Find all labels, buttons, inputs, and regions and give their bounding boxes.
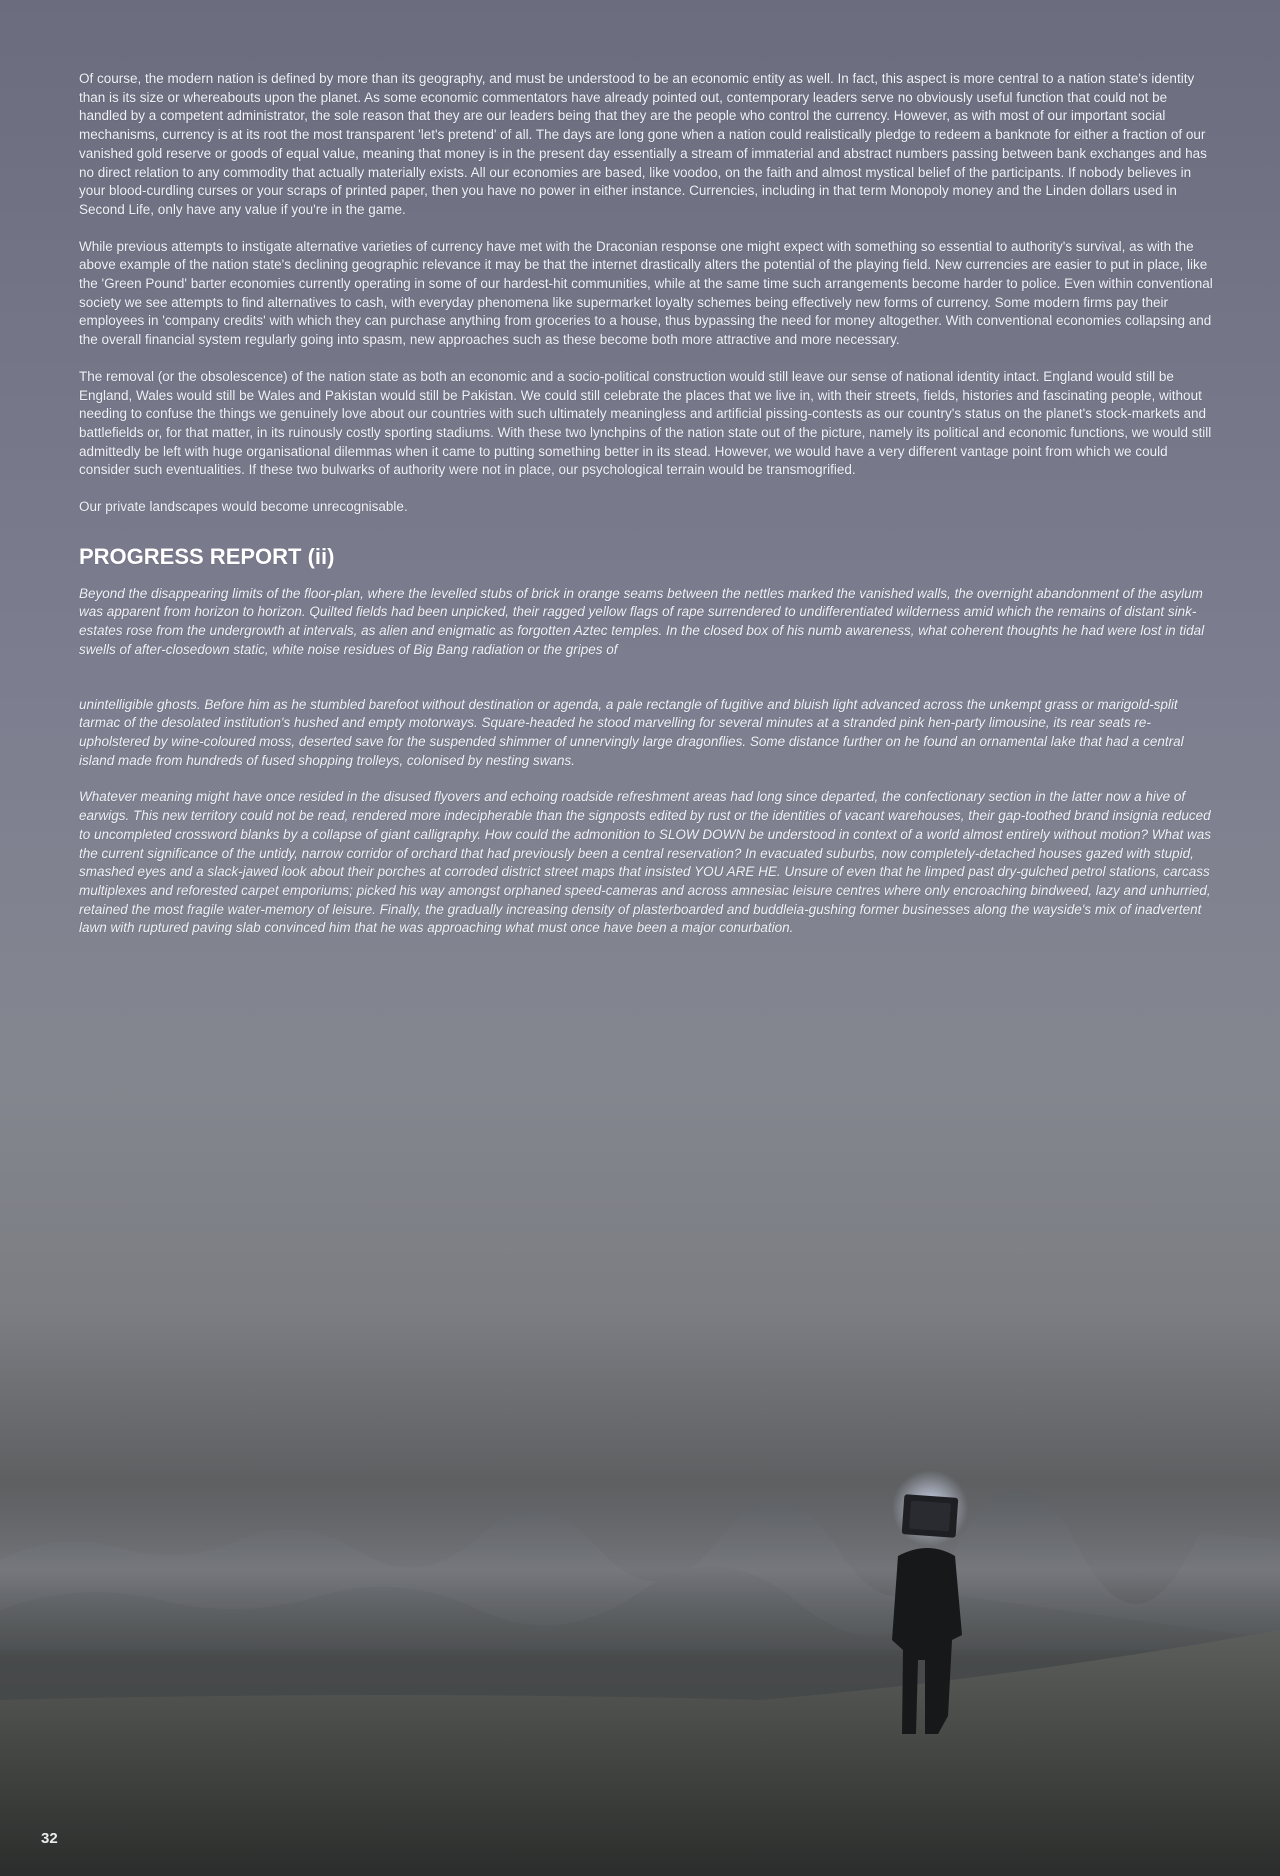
section-title: PROGRESS REPORT (ii) bbox=[79, 543, 335, 569]
article-paragraph: Of course, the modern nation is defined by more than its geography, and must be understood to be an economic entity as well. In fact, this aspect is more central to a nation state's identity than is its size or whereabouts upon the planet. As some economic commentators have already pointed out, contemporary leaders serve no obviously useful function that could not be handled by a competent administrator, the sole reason that they are our leaders being that they are the people who control the currency. However, as with most of our important social mechanisms, currency is at its root the most transparent 'let's pretend' of all. The days are long gone when a nation could realistically pledge to redeem a banknote for either a fraction of our vanished gold reserve or goods of equal value, meaning that money is in the present day essentially a stream of immaterial and abstract numbers passing between bank exchanges and has no direct relation to any commodity that actually materially exists. All our economies are based, like voodoo, on the faith and almost mystical belief of the participants. If nobody believes in your blood-curdling curses or your scraps of printed paper, then you have no power in either instance. Currencies, including in that term Monopoly money and the Linden dollars used in Second Life, only have any value if you're in the game. bbox=[79, 71, 1207, 217]
article-paragraph: Our private landscapes would become unrecognisable. bbox=[79, 499, 408, 515]
article-text bbox=[79, 70, 1213, 956]
story-paragraph: Whatever meaning might have once resided in the disused flyovers and echoing roadside refreshment areas had long since departed, the confectionary section in the latter now a hive of earwigs. This new territory could not be read, rendered more indecipherable than the signposts edited by rust or the identities of vacant warehouses, their gap-toothed brand insignia reduced to uncompleted crossword blanks by a collapse of giant calligraphy. How could the admonition to SLOW DOWN be understood in context of a world almost entirely without motion? What was the current significance of the untidy, narrow corridor of orchard that had previously been a central reservation? In evacuated suburbs, now completely-detached houses gazed with stupid, smashed eyes and a slack-jawed look about their porches at corroded district street maps that insisted YOU ARE HE. Unsure of even that he limped past dry-gulched petrol stations, carcass multiplexes and reforested carpet emporiums; picked his way amongst orphaned speed-cameras and across amnesiac leisure centres where only encroaching bindweed, lazy and unhurried, retained the most fragile water-memory of leisure. Finally, the gradually increasing density of plasterboarded and buddleia-gushing former businesses along the wayside's mix of inadvertent lawn with ruptured paving slab convinced him that he was approaching what must once have been a major conurbation. bbox=[79, 789, 1212, 936]
article-paragraph: While previous attempts to instigate alternative varieties of currency have met with the Draconian response one might expect with something so essential to authority's survival, as with the above example of the nation state's declining geographic relevance it may be that the internet drastically alters the potential of the playing field. New currencies are easier to put in place, like the 'Green Pound' barter economies currently operating in some of our hardest-hit communities, while at the same time such arrangements become harder to police. Even within conventional society we see attempts to find alternatives to cash, with everyday phenomena like supermarket loyalty schemes being effectively new forms of currency. Some modern firms pay their employees in 'company credits' with which they can purchase anything from groceries to a house, thus bypassing the need for money altogether. With conventional economies collapsing and the overall financial system regularly going into spasm, new approaches such as these become both more attractive and more necessary. bbox=[79, 238, 1213, 348]
fog-band bbox=[0, 1480, 1280, 1660]
story-paragraph: unintelligible ghosts. Before him as he stumbled barefoot without destination or agenda, a pale rectangle of fugitive and bluish light advanced across the unkempt grass or marigold-split tarmac of the desolated institution's hushed and empty motorways. Square-headed he stood marvelling for several minutes at a stranded pink hen-party limousine, its rear seats re-upholstered by wine-coloured moss, deserted save for the suspended shimmer of unnervingly large dragonflies. Some distance further on he found an ornamental lake that had a central island made from hundreds of fused shopping trolleys, colonised by nesting swans. bbox=[79, 696, 1184, 768]
page-number: 32 bbox=[41, 1830, 58, 1847]
story-paragraph: Beyond the disappearing limits of the floor-plan, where the levelled stubs of brick in orange seams between the nettles marked the vanished walls, the overnight abandonment of the asylum was apparent from horizon to horizon. Quilted fields had been unpicked, their ragged yellow flags of rape surrendered to undifferentiated wilderness amid which the remains of distant sink-estates rose from the undergrowth at intervals, as alien and enigmatic as forgotten Aztec temples. In the closed box of his numb awareness, what coherent thoughts he had were lost in tidal swells of after-closedown static, white noise residues of Big Bang radiation or the gripes of bbox=[79, 585, 1205, 657]
article-paragraph: The removal (or the obsolescence) of the nation state as both an economic and a socio-political construction would still leave our sense of national identity intact. England would still be England, Wales would still be Wales and Pakistan would still be Pakistan. We could still celebrate the places that we live in, with their streets, fields, histories and fascinating people, without needing to confuse the things we genuinely love about our countries with such ultimately meaningless and artificial pissing-contests as our country's status on the planet's stock-markets and battlefields or, for that matter, in its ruinously costly sporting stadiums. With these two lynchpins of the nation state out of the picture, namely its political and economic functions, we would still admittedly be left with huge organisational dilemmas when it came to putting something better in its stead. However, we would have a very different vantage point from which we could consider such eventualities. If these two bulwarks of authority were not in place, our psychological terrain would be transmogrified. bbox=[79, 368, 1212, 478]
